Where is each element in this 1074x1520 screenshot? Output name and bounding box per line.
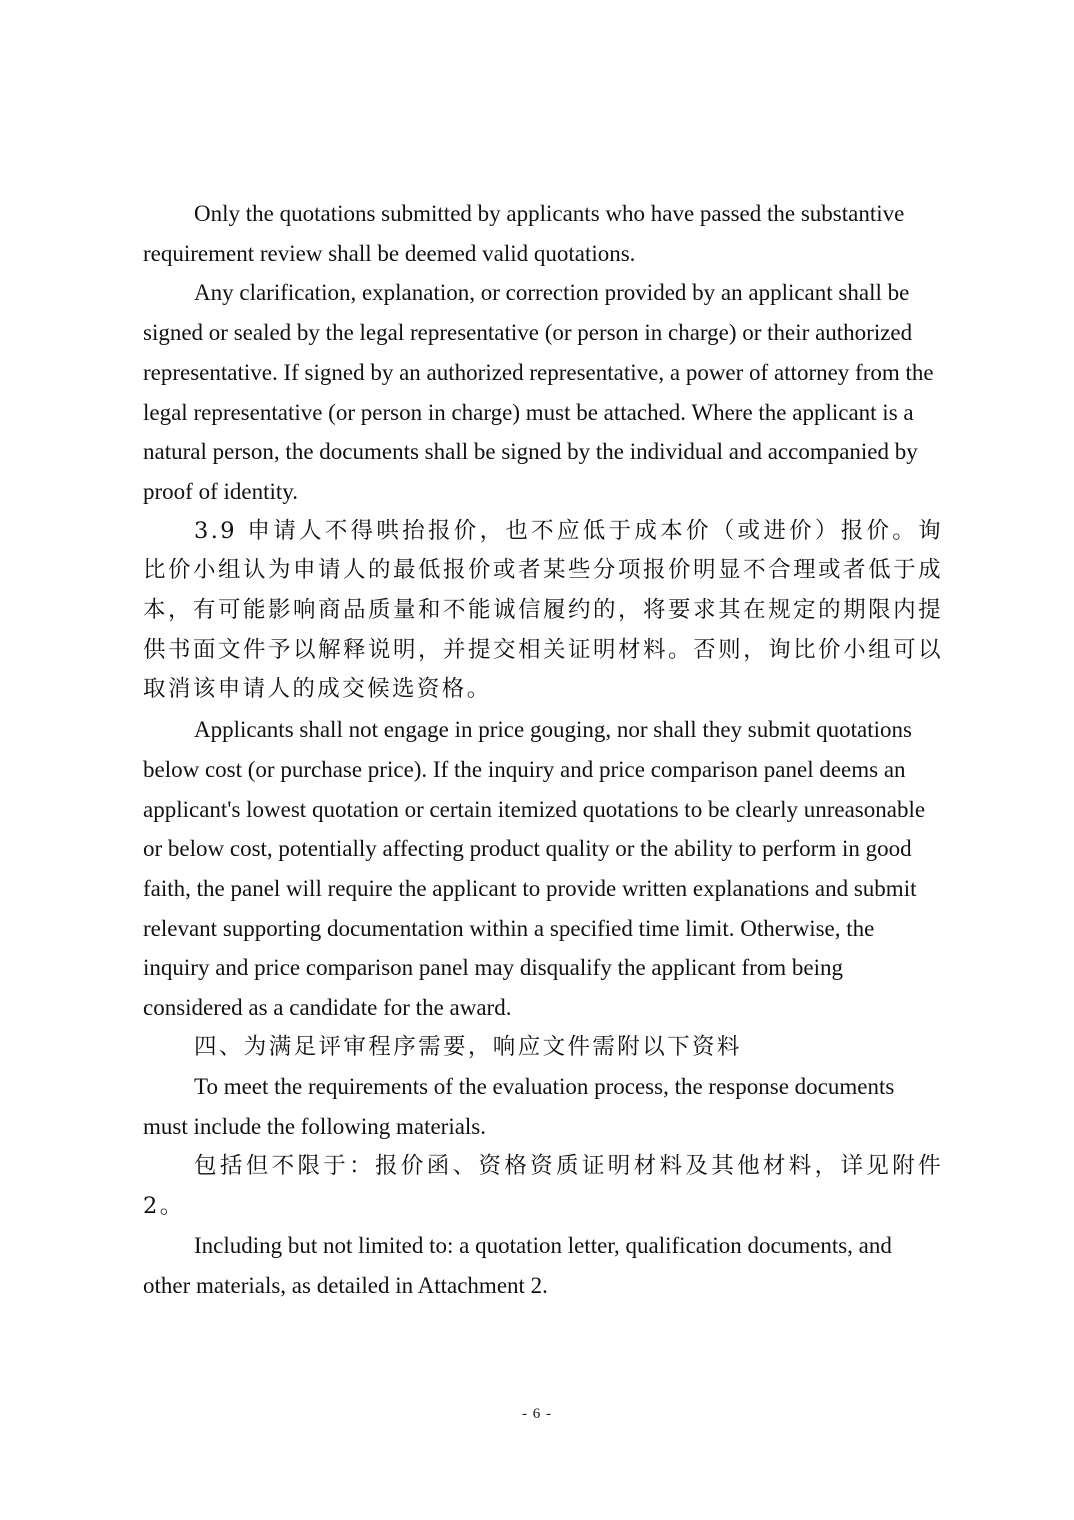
paragraph-clause-3-9-chinese: 3.9 申请人不得哄抬报价，也不应低于成本价（或进价）报价。询比价小组认为申请人的最低报价或者某些分项报价明显不合理或者低于成本，有可能影响商品质量和不能诚信履约的，将要求其在规定的期限内提供书面文件予以解释说明，并提交相关证明材料。否则，询比价小组可以取消该申请人的成交候选资格。 <box>143 517 943 703</box>
document-body <box>143 194 943 1306</box>
section-4-heading-english: To meet the requirements of the evaluation process, the response documents must include the following materials. <box>143 1074 895 1140</box>
paragraph-materials-english: Including but not limited to: a quotation letter, qualification documents, and other materials, as detailed in Attachment 2. <box>143 1233 892 1298</box>
section-4-heading-chinese: 四、为满足评审程序需要，响应文件需附以下资料 <box>194 1033 742 1060</box>
page-number: - 6 - <box>522 1406 552 1422</box>
paragraph-clause-3-9-english: Applicants shall not engage in price gouging, nor shall they submit quotations below cost (or purchase price). If the inquiry and price comparison panel deems an applicant's lowest quotation or certain itemized quotations to be clearly unreasonable or below cost, potentially affecting product quality or the ability to perform in good faith, the panel will require the applicant to provide written explanations and submit relevant supporting documentation within a specified time limit. Otherwise, the inquiry and price comparison panel may disqualify the applicant from being considered as a candidate for the award. <box>143 717 926 1021</box>
paragraph-valid-quotations: Only the quotations submitted by applicants who have passed the substantive requirement review shall be deemed valid quotations. <box>143 201 905 266</box>
paragraph-materials-chinese: 包括但不限于：报价函、资格资质证明材料及其他材料，详见附件 2。 <box>143 1152 943 1219</box>
paragraph-clarification-signing: Any clarification, explanation, or correction provided by an applicant shall be signed or sealed by the legal representative (or person in charge) or their authorized representative. If signed by an authorized representative, a power of attorney from the legal representative (or person in charge) must be attached. Where the applicant is a natural person, the documents shall be signed by the individual and accompanied by proof of identity. <box>143 280 934 504</box>
